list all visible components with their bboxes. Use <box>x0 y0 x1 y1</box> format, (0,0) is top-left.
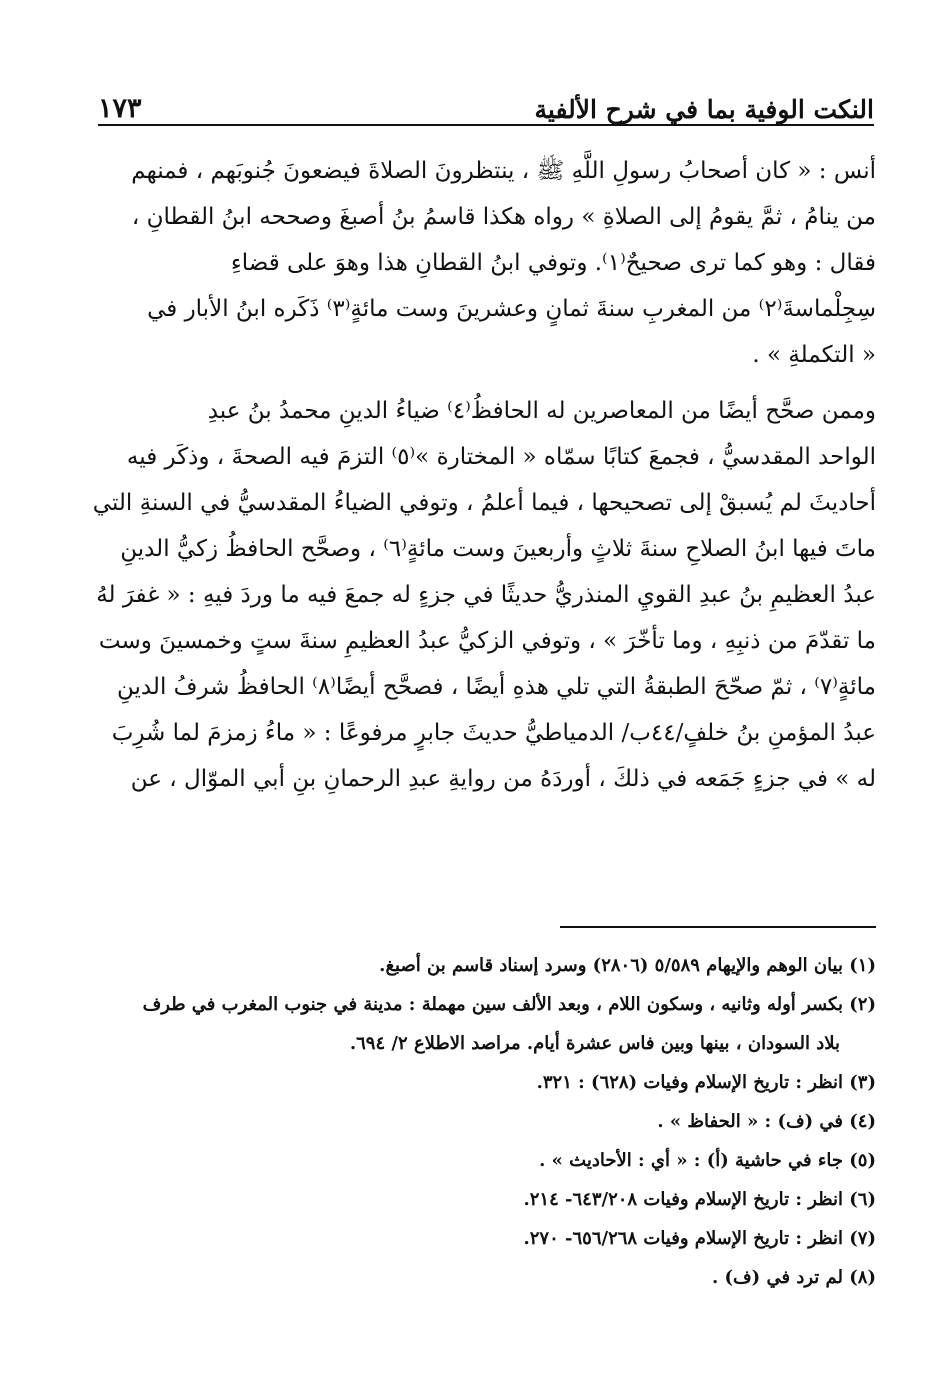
text-line: عبدُ العظيمِ بنُ عبدِ القويِ المنذريُّ حديثًا في جزءٍ له جمعَ فيه ما وردَ فيهِ : « غفرَ لهُ <box>96 582 876 608</box>
running-header <box>98 80 874 124</box>
text-line: سِجِلْماسةَ⁽٢⁾ من المغربِ سنةَ ثمانٍ وعشرينَ وست مائةٍ⁽٣⁾ ذَكَره ابنُ الأبار في <box>147 296 876 322</box>
footnote-line: بلاد السودان ، بينها وبين فاس عشرة أيام. مراصد الاطلاع ٢/ ٦٩٤. <box>349 1033 840 1054</box>
text-line: فقال : وهو كما ترى صحيحٌ⁽١⁾. وتوفي ابنُ القطانِ هذا وهوَ على قضاءِ <box>230 250 876 276</box>
footnote-line: (٣) انظر : تاريخ الإسلام وفيات (٦٢٨) : ٣٢١. <box>536 1072 876 1093</box>
text-line: من ينامُ ، ثمَّ يقومُ إلى الصلاةِ » رواه هكذا قاسمُ بنُ أصبغَ وصححه ابنُ القطانِ ، <box>131 204 876 230</box>
header-title: النكت الوفية بما في شرح الألفية <box>534 95 874 124</box>
footnote-line: (١) بيان الوهم والإيهام ٥/٥٨٩ (٢٨٠٦) وسرد إسناد قاسم بن أصبغ. <box>379 955 876 976</box>
footnote-line: (٦) انظر : تاريخ الإسلام وفيات ٦٤٣/٢٠٨- ٢١٤. <box>523 1189 876 1210</box>
text-line: الواحد المقدسيُّ ، فجمعَ كتابًا سمّاه « المختارة »⁽٥⁾ التزمَ فيه الصحةَ ، وذكَر فيه <box>126 444 876 470</box>
footnote-line: (٨) لم ترد في (ف) . <box>711 1267 876 1288</box>
text-line: له » في جزءٍ جَمَعه في ذلكَ ، أوردَهُ من روايةِ عبدِ الرحمانِ بنِ أبي الموّال ، عن <box>130 766 876 792</box>
page-number: ١٧٣ <box>98 93 142 124</box>
footnote-divider <box>560 926 876 928</box>
main-text <box>92 148 876 802</box>
text-line: أحاديثَ لم يُسبقْ إلى تصحيحها ، فيما أعلمُ ، وتوفي الضياءُ المقدسيُّ في السنةِ التي <box>92 490 876 516</box>
footnote-line: (٥) جاء في حاشية (أ) : « أي : الأحاديث » . <box>539 1150 876 1171</box>
text-line: أنس : « كان أصحابُ رسولِ اللَّهِ ﷺ ، ينتظرونَ الصلاةَ فيضعونَ جُنوبَهم ، فمنهم <box>131 158 876 184</box>
footnote-line: (٧) انظر : تاريخ الإسلام وفيات ٦٥٦/٢٦٨- ٢٧٠. <box>523 1228 876 1249</box>
text-line: عبدُ المؤمنِ بنُ خلفٍ/٤٤ب/ الدمياطيُّ حديثَ جابرٍ مرفوعًا : « ماءُ زمزمَ لما شُرِبَ <box>111 720 876 746</box>
footnote-line: (٤) في (ف) : « الحفاظ » . <box>657 1111 876 1132</box>
footnotes <box>100 946 876 1297</box>
text-line: ماتَ فيها ابنُ الصلاحِ سنةَ ثلاثٍ وأربعينَ وست مائةٍ⁽٦⁾ ، وصحَّح الحافظُ زكيُّ الدينِ <box>120 536 876 562</box>
paragraph-gap <box>100 378 876 388</box>
text-line: مائةٍ⁽٧⁾ ، ثمّ صحّحَ الطبقةُ التي تلي هذهِ أيضًا ، فصحَّح أيضًا⁽٨⁾ الحافظُ شرفُ الدينِ <box>116 674 876 700</box>
text-line: « التكملةِ » . <box>752 342 876 368</box>
footnote-line: (٢) بكسر أوله وثانيه ، وسكون اللام ، وبعد الألف سين مهملة : مدينة في جنوب المغرب في طرف <box>142 994 876 1015</box>
text-line: ما تقدّمَ من ذنبِهِ ، وما تأخّرَ » ، وتوفي الزكيُّ عبدُ العظيمِ سنةَ ستٍ وخمسينَ وست <box>98 628 876 654</box>
header-divider <box>98 124 874 126</box>
text-line: وممن صحَّح أيضًا من المعاصرين له الحافظُ⁽٤⁾ ضياءُ الدينِ محمدُ بنُ عبدِ <box>207 398 876 424</box>
